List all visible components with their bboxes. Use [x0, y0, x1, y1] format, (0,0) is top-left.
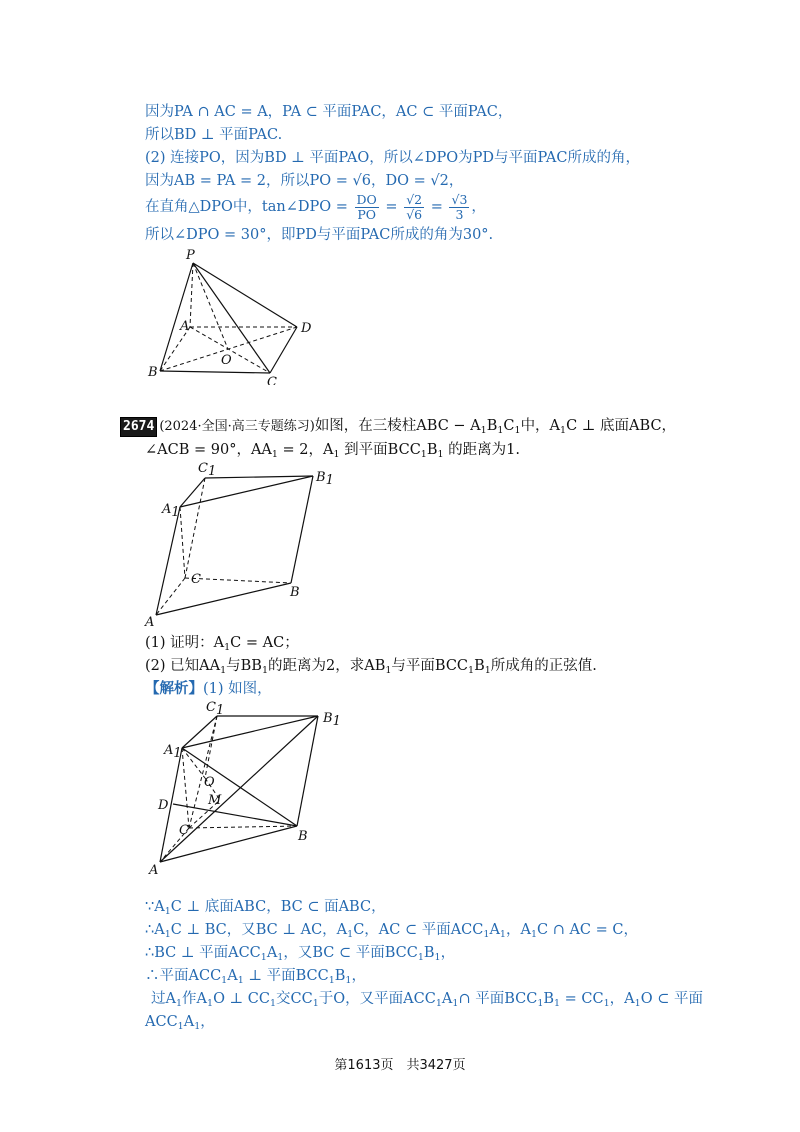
problem-statement-line-1 — [120, 417, 676, 440]
text-span: ∠ACB = 90°，AA — [145, 442, 272, 458]
sqrt-2: √2 — [430, 173, 449, 189]
text-span: B — [423, 945, 435, 961]
label-a: A — [149, 863, 159, 878]
subscript: 1 — [261, 665, 268, 676]
subscript: 1 — [277, 952, 284, 963]
text-span: A — [441, 991, 453, 1007]
subscript: 1 — [385, 665, 392, 676]
text-span: ，A — [609, 991, 635, 1007]
text-span: ，DO = — [370, 173, 431, 189]
label-c1: C1 — [198, 461, 217, 479]
subscript: 1 — [221, 975, 228, 986]
subscript: 1 — [345, 975, 352, 986]
problem-source: (2024·全国·高三专题练习) — [159, 419, 315, 434]
subscript: 1 — [483, 929, 490, 940]
subscript: 1 — [260, 952, 267, 963]
numerator: √3 — [451, 191, 468, 207]
subscript: 1 — [434, 952, 441, 963]
sqrt-6: √6 — [352, 173, 371, 189]
fraction-do-po — [355, 193, 379, 222]
fraction-sqrt2-sqrt6 — [404, 193, 424, 222]
subscript: 1 — [220, 665, 227, 676]
text-span: A — [266, 945, 278, 961]
text-span: 所成角的正弦值. — [490, 658, 597, 674]
prism-auxiliary-figure — [140, 696, 355, 878]
subscript: 1 — [224, 642, 231, 653]
label-d: D — [301, 321, 312, 336]
page-footer: 第1613页 共3427页 — [334, 1058, 466, 1073]
text-span: ACC — [145, 1014, 178, 1030]
text-span: O ⊥ CC — [213, 991, 270, 1007]
subscript: 1 — [175, 998, 183, 1009]
text-span: 到平面BCC — [339, 442, 421, 458]
text-span: ∵A — [145, 899, 165, 915]
problem-number-badge: 2674 — [120, 417, 157, 437]
subscript: 1 — [420, 449, 427, 460]
label-p: P — [186, 248, 195, 263]
subscript: 1 — [484, 665, 491, 676]
text-span: 中，A — [520, 418, 561, 434]
equals: = — [380, 199, 403, 215]
numerator: DO — [356, 191, 377, 207]
solution-line-4 — [145, 172, 463, 190]
subscript: 1 — [468, 665, 475, 676]
proof-step-1 — [145, 898, 386, 921]
label-d: D — [158, 798, 169, 813]
label-b: B — [298, 829, 308, 844]
subscript: 1 — [312, 998, 319, 1009]
prism-figure — [140, 458, 350, 630]
text-span: ，又BC ⊂ 平面BCC — [283, 945, 418, 961]
text-span: B — [543, 991, 555, 1007]
label-b1: B1 — [316, 470, 334, 488]
subscript: 1 — [194, 1021, 201, 1032]
subscript: 1 — [480, 425, 487, 436]
label-c: C — [179, 823, 189, 838]
subscript: 1 — [417, 952, 424, 963]
denominator: PO — [357, 206, 376, 222]
text-span: 过A — [151, 991, 176, 1007]
subscript: 1 — [560, 425, 567, 436]
text-span: 因为AB = PA = 2，所以PO = — [145, 173, 353, 189]
text-span: C ∩ AC = C， — [537, 922, 638, 938]
question-1 — [145, 634, 299, 657]
text-span: ⊥ 平面BCC — [243, 968, 329, 984]
text-span: 在直角△DPO中，tan∠DPO = — [145, 199, 353, 215]
label-c1: C1 — [206, 700, 225, 718]
subscript: 1 — [270, 998, 277, 1009]
subscript: 1 — [514, 425, 521, 436]
text-span: A — [489, 922, 500, 938]
label-b: B — [148, 365, 158, 380]
text-span: 的距离为2，求AB — [268, 658, 386, 674]
subscript: 1 — [452, 998, 459, 1009]
text-span: A — [183, 1014, 195, 1030]
label-m: M — [208, 793, 222, 808]
label-o: O — [204, 775, 215, 790]
text-span: (2) 已知AA — [145, 658, 221, 674]
text-span: B — [426, 442, 438, 458]
label-c: C — [191, 572, 201, 587]
subscript: 1 — [164, 929, 171, 940]
subscript: 1 — [530, 929, 537, 940]
denominator: √6 — [406, 206, 423, 222]
subscript: 1 — [603, 998, 610, 1009]
subscript: 1 — [164, 906, 171, 917]
text-span: = 2，A — [277, 442, 334, 458]
text-span: O ⊂ 平面 — [640, 991, 703, 1007]
analysis-tag: 【解析】 — [145, 680, 203, 697]
text-span: C = AC； — [230, 635, 299, 651]
label-a: A — [180, 319, 190, 334]
subscript: 1 — [537, 998, 544, 1009]
label-b: B — [290, 585, 300, 600]
solution-line-1: 因为PA ∩ AC = A，PA ⊂ 平面PAC，AC ⊂ 平面PAC， — [145, 104, 513, 120]
proof-step-2 — [145, 921, 638, 944]
text-span: ， — [351, 968, 366, 984]
text-span: C — [503, 418, 515, 434]
solution-line-5 — [145, 192, 486, 222]
text-span: (1) 证明：A — [145, 635, 225, 651]
label-a1: A1 — [164, 743, 182, 761]
text-span: 作A — [182, 991, 208, 1007]
subscript: 1 — [347, 929, 354, 940]
text-span: 的距离为1. — [443, 442, 520, 458]
text-span: B — [474, 658, 485, 674]
subscript: 1 — [237, 975, 244, 986]
pyramid-figure — [140, 245, 330, 385]
proof-step-4 — [145, 967, 366, 990]
solution-line-3: (2) 连接PO，因为BD ⊥ 平面PAO，所以∠DPO为PD与平面PAC所成的角， — [145, 150, 641, 166]
text-span: B — [486, 418, 498, 434]
label-a1: A1 — [162, 502, 180, 520]
text-span: C ⊥ 底面ABC，BC ⊂ 面ABC， — [170, 899, 386, 915]
fraction-sqrt3-3 — [449, 193, 469, 222]
analysis-intro: (1) 如图， — [203, 681, 272, 697]
text-span: 如图，在三棱柱ABC − A — [314, 418, 481, 434]
subscript: 1 — [271, 449, 278, 460]
text-span: ，A — [505, 922, 531, 938]
subscript: 1 — [497, 425, 504, 436]
text-span: ， — [200, 1014, 215, 1030]
subscript: 1 — [554, 998, 561, 1009]
proof-step-6 — [145, 1013, 215, 1036]
proof-step-3 — [145, 944, 455, 967]
denominator: 3 — [455, 206, 464, 222]
label-a: A — [145, 615, 155, 630]
solution-line-6: 所以∠DPO = 30°，即PD与平面PAC所成的角为30°. — [145, 227, 494, 243]
numerator: √2 — [406, 191, 423, 207]
subscript: 1 — [435, 998, 442, 1009]
solution-line-2: 所以BD ⊥ 平面PAC. — [145, 127, 283, 143]
text-span: 于O，又平面ACC — [318, 991, 436, 1007]
subscript: 1 — [328, 975, 335, 986]
text-span: ∴A — [145, 922, 165, 938]
text-span: ， — [440, 945, 456, 961]
text-span: 与BB — [226, 658, 262, 674]
text-span: = CC — [560, 991, 604, 1007]
text-span: C ⊥ 底面ABC， — [566, 418, 677, 434]
text-span: ∩ 平面BCC — [458, 991, 538, 1007]
subscript: 1 — [177, 1021, 184, 1032]
label-o: O — [221, 353, 232, 368]
text-span: B — [334, 968, 346, 984]
text-span: ， — [448, 173, 464, 189]
text-span: ∴平面ACC — [145, 968, 222, 984]
text-span: A — [227, 968, 238, 984]
proof-step-5 — [151, 990, 703, 1013]
question-2 — [145, 657, 597, 680]
text-span: 交CC — [276, 991, 313, 1007]
subscript: 1 — [207, 998, 214, 1009]
text-span: ， — [471, 199, 486, 215]
text-span: C，AC ⊂ 平面ACC — [353, 922, 484, 938]
label-b1: B1 — [323, 711, 341, 729]
subscript: 1 — [437, 449, 444, 460]
text-span: ∴BC ⊥ 平面ACC — [145, 945, 261, 961]
subscript: 1 — [499, 929, 506, 940]
subscript: 1 — [634, 998, 641, 1009]
label-c: C — [267, 375, 277, 385]
equals: = — [426, 199, 448, 215]
subscript: 1 — [333, 449, 340, 460]
text-span: 与平面BCC — [391, 658, 469, 674]
text-span: C ⊥ BC，又BC ⊥ AC，A — [170, 922, 348, 938]
